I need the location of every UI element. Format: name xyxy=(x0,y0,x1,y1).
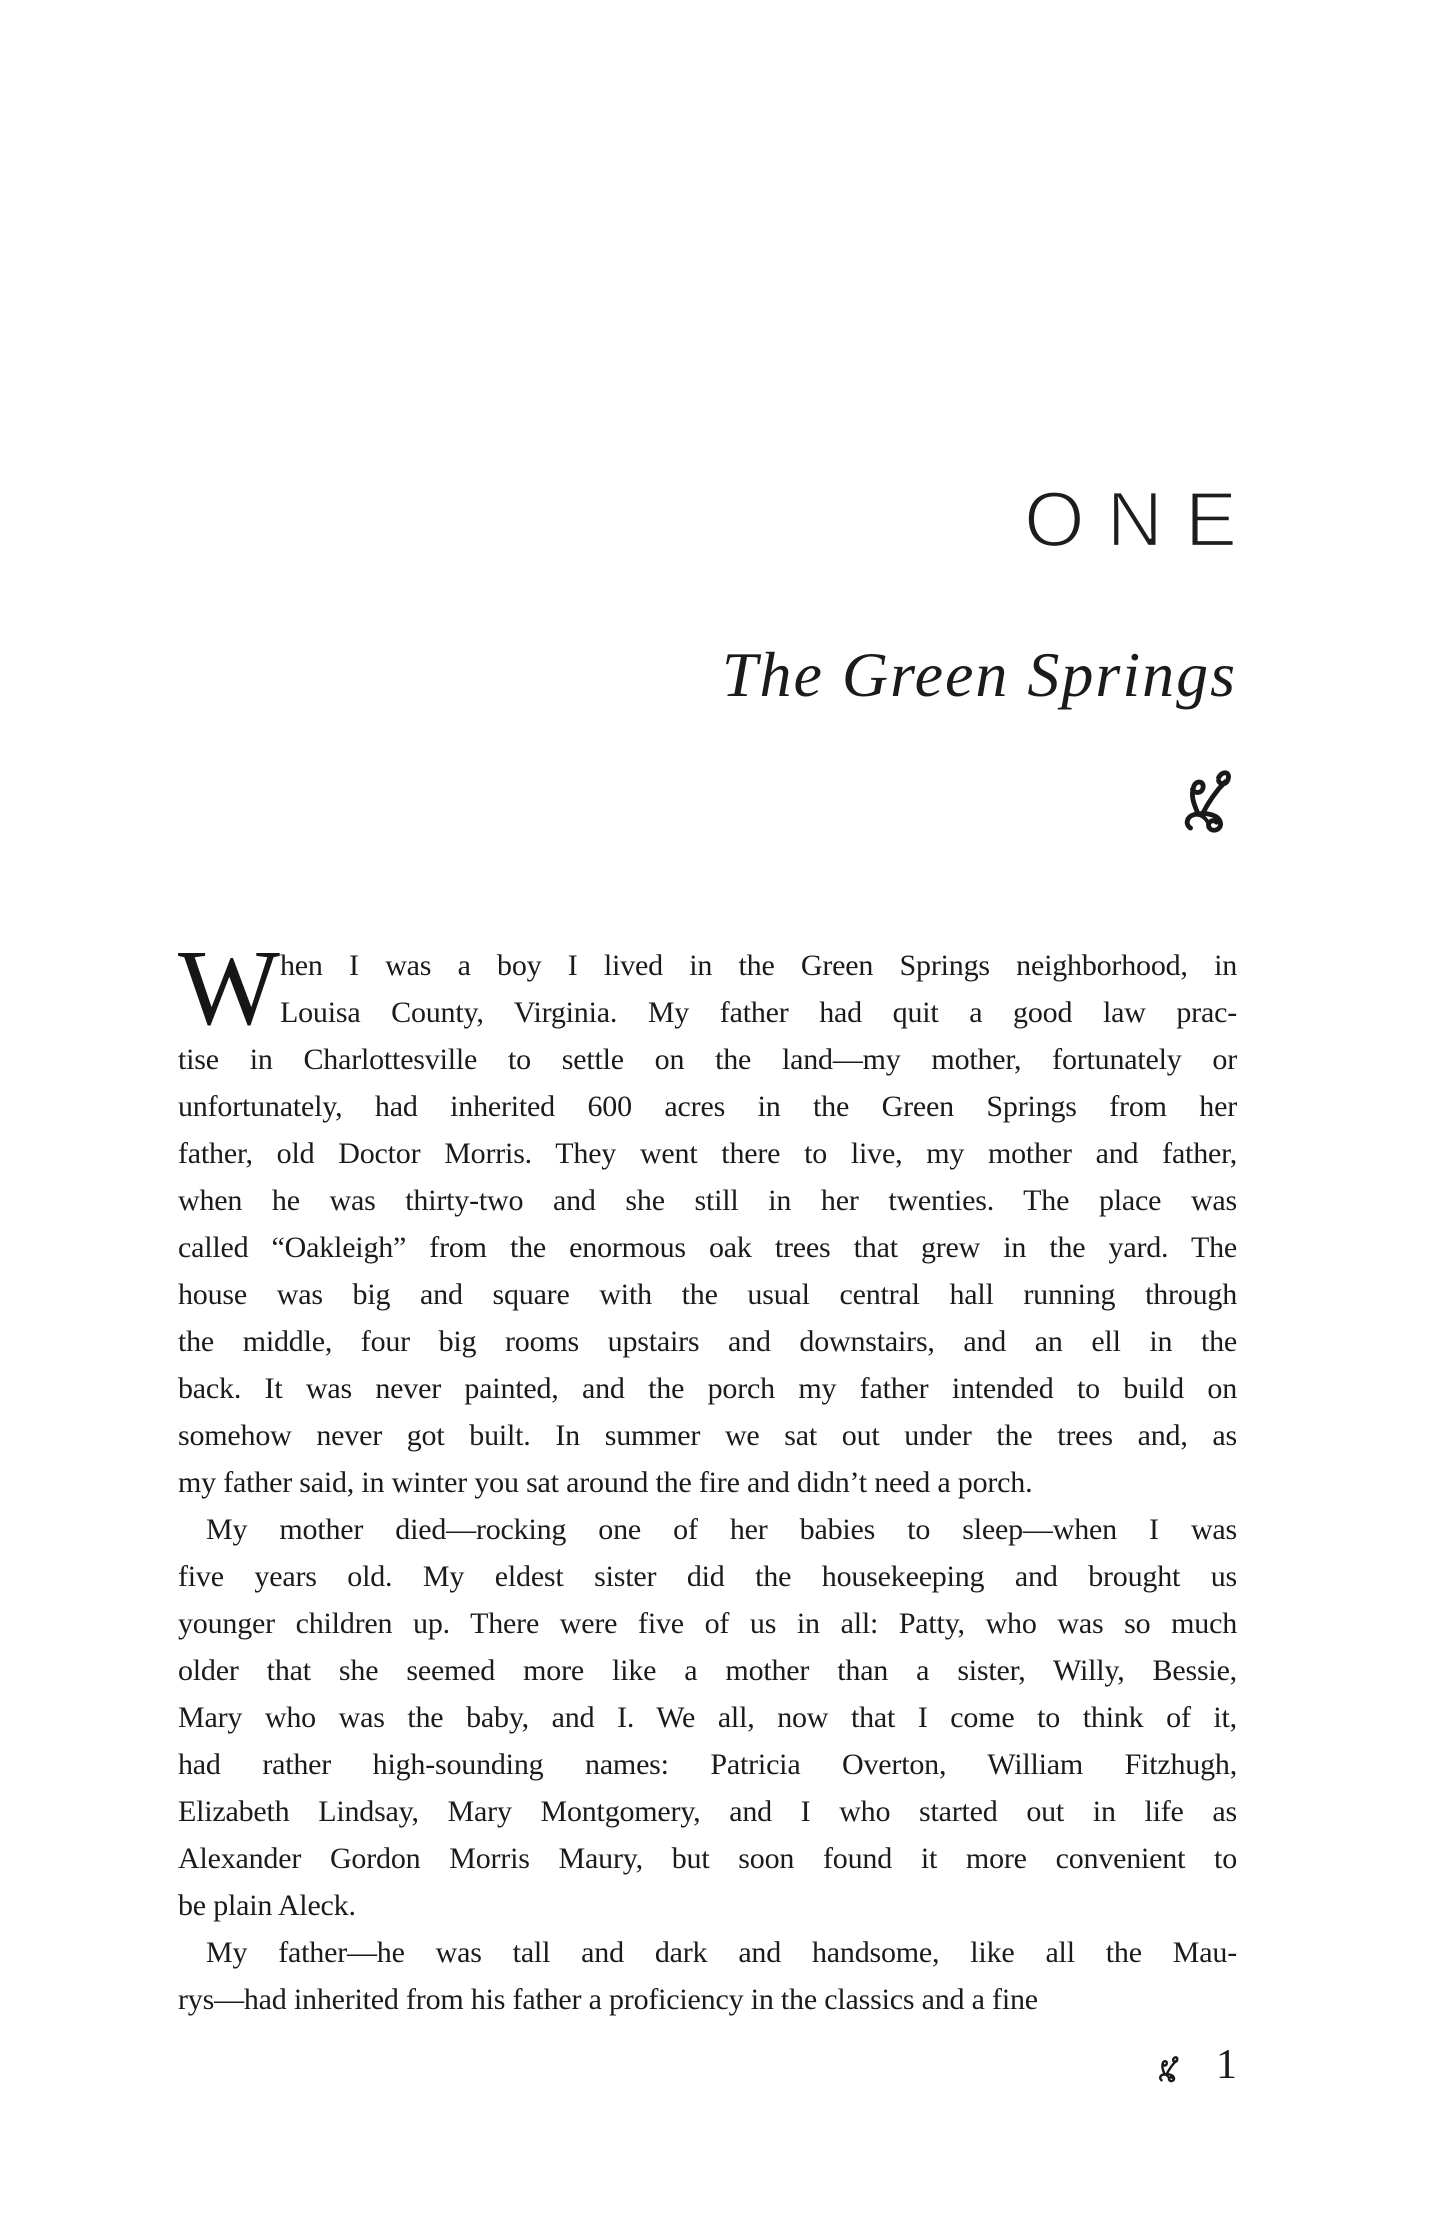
text-line: Elizabeth Lindsay, Mary Montgomery, and I who started out in life as xyxy=(178,1795,1237,1828)
text-line: when he was thirty-two and she still in her twenties. The place was xyxy=(178,1184,1237,1217)
chapter-number: ONE xyxy=(1023,475,1259,563)
text-line: somehow never got built. In summer we sat out under the trees and, as xyxy=(178,1419,1237,1452)
text-line: be plain Aleck. xyxy=(178,1889,356,1922)
fleuron-vine-ornament-icon xyxy=(1156,2055,1180,2083)
chapter-body-text xyxy=(178,929,1237,2023)
text-line: my father said, in winter you sat around the fire and didn’t need a porch. xyxy=(178,1466,1033,1499)
text-line: My mother died—rocking one of her babies to sleep—when I was xyxy=(206,1513,1237,1546)
text-line: had rather high-sounding names: Patricia Overton, William Fitzhugh, xyxy=(178,1748,1237,1781)
text-line: younger children up. There were five of us in all: Patty, who was so much xyxy=(178,1607,1237,1640)
text-line: hen I was a boy I lived in the Green Springs neighborhood, in xyxy=(280,949,1237,982)
text-line: father, old Doctor Morris. They went there to live, my mother and father, xyxy=(178,1137,1237,1170)
text-line: house was big and square with the usual central hall running through xyxy=(178,1278,1237,1311)
text-line: older that she seemed more like a mother than a sister, Willy, Bessie, xyxy=(178,1654,1237,1687)
chapter-title: The Green Springs xyxy=(721,639,1237,710)
text-line: rys—had inherited from his father a proficiency in the classics and a fine xyxy=(178,1983,1038,2016)
text-line: tise in Charlottesville to settle on the land—my mother, fortunately or xyxy=(178,1043,1237,1076)
fleuron-vine-ornament-icon xyxy=(1177,768,1235,834)
text-line: unfortunately, had inherited 600 acres in the Green Springs from her xyxy=(178,1090,1237,1123)
drop-cap: W xyxy=(178,929,280,1048)
text-line: Alexander Gordon Morris Maury, but soon found it more convenient to xyxy=(178,1842,1237,1875)
page-footer xyxy=(1156,2044,1237,2086)
text-line: back. It was never painted, and the porch my father intended to build on xyxy=(178,1372,1237,1405)
page-number: 1 xyxy=(1216,2042,1237,2088)
paragraph xyxy=(178,1506,1237,1929)
text-line: Mary who was the baby, and I. We all, now that I come to think of it, xyxy=(178,1701,1237,1734)
text-line: My father—he was tall and dark and handsome, like all the Mau- xyxy=(206,1936,1237,1969)
text-line: five years old. My eldest sister did the housekeeping and brought us xyxy=(178,1560,1237,1593)
paragraph xyxy=(178,929,1237,1506)
paragraph xyxy=(178,1929,1237,2023)
text-line: Louisa County, Virginia. My father had quit a good law prac- xyxy=(280,996,1237,1029)
text-line: called “Oakleigh” from the enormous oak trees that grew in the yard. The xyxy=(178,1231,1237,1264)
text-line: the middle, four big rooms upstairs and downstairs, and an ell in the xyxy=(178,1325,1237,1358)
chapter-header xyxy=(178,0,1259,900)
